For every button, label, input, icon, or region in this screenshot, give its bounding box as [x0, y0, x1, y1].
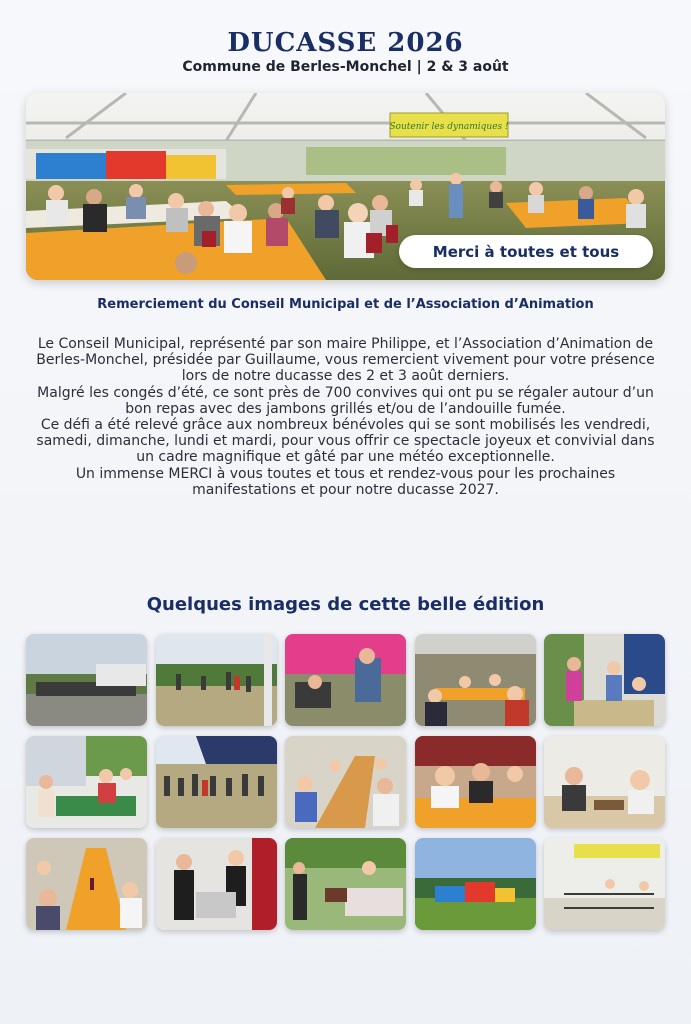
message-heading: Remerciement du Conseil Municipal et de l’Association d’Animation	[97, 297, 594, 312]
photo-volunteers-indoor[interactable]	[156, 838, 277, 930]
message-body	[30, 336, 661, 498]
photo-guests-eating[interactable]	[415, 736, 536, 828]
photo-pink-tent-cooking[interactable]	[285, 634, 406, 726]
hero-banner-text: Soutenir les dynamiques !	[389, 122, 509, 132]
photo-crowd-under-tent[interactable]	[156, 736, 277, 828]
thanks-badge: Merci à toutes et tous	[399, 235, 653, 268]
message-paragraph: Un immense MERCI à vous toutes et tous et rendez-vous pour les prochaines manifestations et pour notre ducasse 2027.	[75, 465, 616, 498]
photo-tent-banner[interactable]	[544, 838, 665, 930]
photo-kitchen-serving[interactable]	[544, 736, 665, 828]
photo-bouncy-castle[interactable]	[415, 838, 536, 930]
photo-outdoor-tables[interactable]	[26, 634, 147, 726]
message-paragraph: Malgré les congés d’été, ce sont près de 700 convives qui ont pu se régaler autour d’un bon repas avec des jambons grillés et/ou de l’andouille fumée.	[37, 384, 654, 417]
photo-grill-outdoor[interactable]	[285, 838, 406, 930]
photo-gallery	[26, 634, 665, 930]
photo-tent-diners[interactable]	[415, 634, 536, 726]
gallery-heading: Quelques images de cette belle édition	[146, 594, 545, 615]
page-title: DUCASSE 2026	[227, 28, 464, 58]
message-paragraph: Le Conseil Municipal, représenté par son maire Philippe, et l’Association d’Animation de Berles-Monchel, présidée par Guillaume, vous remercient vivement pour votre présence lors de notre ducasse des 2 et 3 août derniers.	[36, 336, 655, 385]
photo-long-table-meal[interactable]	[285, 736, 406, 828]
page-subtitle: Commune de Berles-Monchel | 2 & 3 août	[182, 59, 509, 75]
message-paragraph: Ce défi a été relevé grâce aux nombreux bénévoles qui se sont mobilisés les vendredi, samedi, dimanche, lundi et mardi, pour vous offrir ce spectacle joyeux et convivial dans un cadre magnifique et gâté par une météo exceptionnelle.	[36, 417, 655, 466]
photo-diners-wine[interactable]	[26, 838, 147, 930]
photo-volunteers-prep[interactable]	[544, 634, 665, 726]
photo-vegetable-peeling[interactable]	[26, 736, 147, 828]
photo-petanque-field[interactable]	[156, 634, 277, 726]
